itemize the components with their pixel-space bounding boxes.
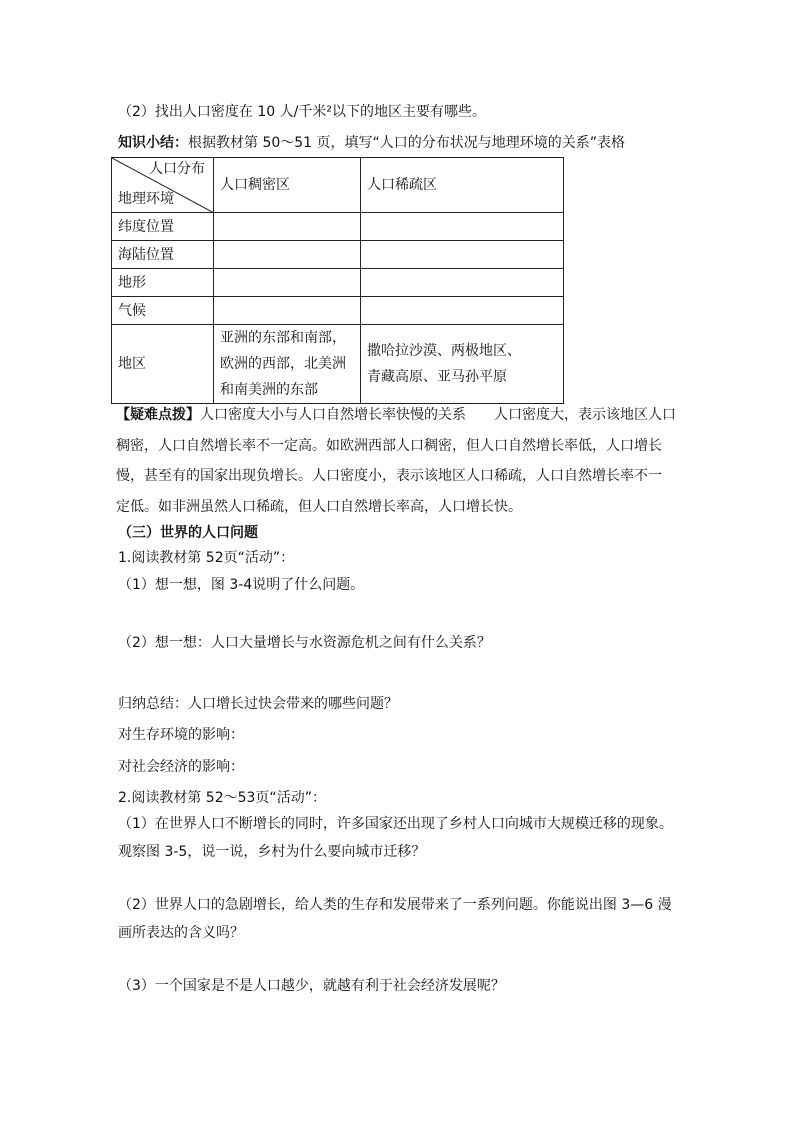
row-label-terrain: 地形 (112, 269, 214, 297)
row-label-region: 地区 (112, 325, 214, 404)
row-label-latitude: 纬度位置 (112, 213, 214, 241)
knowledge-summary-label: 知识小结： (118, 135, 188, 151)
table-diagonal-header (112, 158, 214, 213)
cell-dense-latitude (214, 213, 361, 241)
cell-sparse-terrain (361, 269, 564, 297)
summary-2-title: 归纳总结：人口增长过快会带来的哪些问题？ (118, 696, 398, 712)
summary-2-environment: 对生存环境的影响： (118, 727, 244, 743)
activity-2-title: 2.阅读教材第 52～53页“活动”： (118, 790, 326, 806)
header-sparse-area: 人口稀疏区 (361, 158, 564, 213)
activity-2-q2-line2: 画所表达的含义吗？ (118, 925, 244, 941)
cell-sparse-latitude (361, 213, 564, 241)
table-row (112, 241, 564, 269)
activity-1-q1: （1）想一想，图 3-4说明了什么问题。 (118, 577, 365, 593)
cell-dense-land-sea (214, 241, 361, 269)
cell-sparse-region: 撒哈拉沙漠、两极地区、 青藏高原、亚马孙平原 (361, 325, 564, 404)
knowledge-summary-text: 根据教材第 50～51 页，填写“人口的分布状况与地理环境的关系”表格 (188, 135, 626, 151)
cell-sparse-land-sea (361, 241, 564, 269)
activity-2-q2-line1: （2）世界人口的急剧增长，给人类的生存和发展带来了一系列问题。你能说出图 3—6 漫 (118, 897, 672, 913)
section-heading-population-problems: （三）世界的人口问题 (118, 525, 258, 541)
activity-2-q1-line2: 观察图 3-5，说一说，乡村为什么要向城市迁移？ (118, 844, 426, 860)
header-geographic-environment: 地理环境 (118, 191, 174, 207)
table-row (112, 213, 564, 241)
activity-2-q1-line1: （1）在世界人口不断增长的同时，许多国家还出现了乡村人口向城市大规模迁移的现象。 (118, 816, 673, 832)
cell-dense-region: 亚洲的东部和南部， 欧洲的西部，北美洲 和南美洲的东部 (214, 325, 361, 404)
table-row (112, 297, 564, 325)
header-population-distribution: 人口分布 (149, 161, 205, 177)
difficulty-tip: 【疑难点拨】人口密度大小与人口自然增长率快慢的关系 人口密度大，表示该地区人口 稠密，人口自然增长率不一定高。如欧洲西部人口稠密，但人口自然增长率低，人口增长 慢，甚至有的国家出现负增长。人口密度小，表示该地区人口稀疏，人口自然增长率不一 定低。如非洲虽然人口稀疏，但人口自然增长率高，人口增长快。 (116, 407, 676, 515)
knowledge-summary (118, 133, 625, 153)
table-row (112, 325, 564, 404)
cell-sparse-climate (361, 297, 564, 325)
difficulty-tip-label: 【疑难点拨】 (116, 407, 200, 423)
table-row (112, 269, 564, 297)
activity-2-q3: （3）一个国家是不是人口越少，就越有利于社会经济发展呢？ (118, 978, 505, 994)
activity-1-title: 1.阅读教材第 52页“活动”： (118, 550, 295, 566)
population-distribution-table (111, 157, 564, 404)
row-label-land-sea: 海陆位置 (112, 241, 214, 269)
cell-dense-climate (214, 297, 361, 325)
cell-dense-terrain (214, 269, 361, 297)
question-2-density: （2）找出人口密度在 10 人/千米²以下的地区主要有哪些。 (118, 104, 486, 120)
summary-2-economy: 对社会经济的影响： (118, 759, 244, 775)
row-label-climate: 气候 (112, 297, 214, 325)
header-dense-area: 人口稠密区 (214, 158, 361, 213)
activity-1-q2: （2）想一想：人口大量增长与水资源危机之间有什么关系？ (118, 635, 491, 651)
